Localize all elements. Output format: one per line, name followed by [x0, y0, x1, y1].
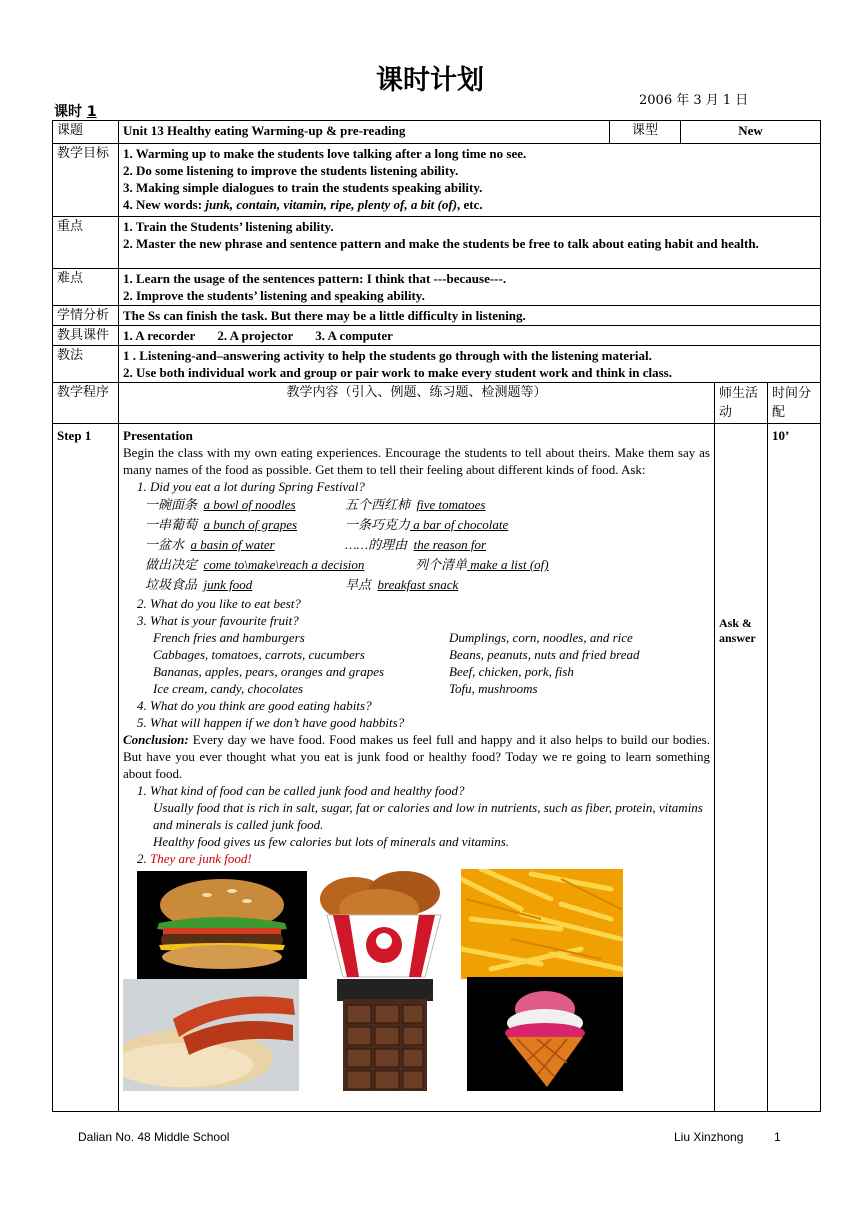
sausage-pancake-image	[123, 979, 299, 1091]
row-tools	[53, 326, 821, 346]
difficult-label: 难点	[53, 269, 119, 306]
new-words-list: junk, contain, vitamin, ripe, plenty of, a bit (of)	[205, 197, 458, 212]
tools-label: 教具课件	[53, 326, 119, 346]
vocab-en: five tomatoes	[416, 497, 486, 512]
vocab-en: breakfast snack	[377, 577, 459, 592]
question-5: 5. What will happen if we don’t have good habbits?	[137, 715, 405, 730]
type-value: New	[681, 121, 821, 144]
vocab-row	[123, 555, 710, 575]
goal-item: 3. Making simple dialogues to train the students speaking ability.	[123, 180, 483, 195]
vocab-en: a basin of water	[190, 537, 275, 552]
goal-item: 2. Do some listening to improve the students listening ability.	[123, 163, 459, 178]
tools-content	[119, 326, 821, 346]
vocab-zh: 五个西红柿	[345, 497, 411, 512]
vocab-en: make a list (of)	[467, 557, 549, 572]
conclusion-q2-num: 2.	[137, 851, 150, 866]
ice-cream-cone-image	[467, 977, 623, 1091]
row-step1	[53, 424, 821, 1112]
junk-food-pictures	[123, 869, 710, 1091]
topic-value: Unit 13 Healthy eating Warming-up & pre-reading	[119, 121, 610, 144]
row-goals	[53, 144, 821, 217]
lesson-plan-table	[52, 120, 821, 1112]
analysis-value: The Ss can finish the task. But there may be a little difficulty in listening.	[119, 306, 821, 326]
food-item: Beans, peanuts, nuts and fried bread	[449, 647, 640, 662]
conclusion-q1: 1. What kind of food can be called junk food and healthy food?	[137, 783, 465, 798]
vocab-en: junk food	[203, 577, 253, 592]
hamburger-image	[137, 871, 307, 979]
conclusion-q1-answer-a: Usually food that is rich in salt, sugar, fat or calories and low in nutrients, such as fiber, protein, vitamins and minerals is called junk food.	[153, 800, 703, 832]
goal-item: 1. Warming up to make the students love talking after a long time no see.	[123, 146, 527, 161]
vocab-zh: 垃圾食品	[145, 577, 198, 592]
vocab-zh: 一条巧克力	[345, 517, 411, 532]
vocab-zh: 做出决定	[145, 557, 198, 572]
footer-page-number: 1	[774, 1130, 781, 1144]
food-row	[123, 646, 710, 663]
vocab-row	[123, 495, 710, 515]
activity-head: 师生活动	[715, 383, 768, 424]
period-label-text: 课时	[54, 104, 82, 120]
step1-content	[119, 424, 715, 1112]
vocab-row	[123, 515, 710, 535]
vocab-zh: 一盆水	[145, 537, 185, 552]
row-method	[53, 346, 821, 383]
chocolate-bar-image	[299, 979, 465, 1091]
tool-item: 3. A computer	[315, 328, 393, 343]
vocab-list	[123, 495, 710, 595]
row-key	[53, 217, 821, 269]
question-1: 1. Did you eat a lot during Spring Festival?	[137, 479, 365, 494]
vocab-en: a bunch of grapes	[203, 517, 298, 532]
food-item: Cabbages, tomatoes, carrots, cucumbers	[153, 647, 365, 662]
new-words-suffix: , etc.	[457, 197, 483, 212]
time-head: 时间分配	[768, 383, 821, 424]
footer-school: Dalian No. 48 Middle School	[78, 1130, 230, 1144]
key-content	[119, 217, 821, 269]
lesson-date: 2006 年 3 月 1 日	[639, 93, 749, 108]
row-analysis	[53, 306, 821, 326]
vocab-zh: 列个清单	[415, 557, 468, 572]
method-content	[119, 346, 821, 383]
step1-label: Step 1	[53, 424, 119, 1112]
key-item: 2. Master the new phrase and sentence pattern and make the students be free to talk about eating habit and health.	[123, 236, 759, 251]
conclusion-q2	[123, 850, 710, 867]
vocab-zh: ……的理由	[345, 537, 408, 552]
vocab-zh: 早点	[345, 577, 372, 592]
procedure-content-head: 教学内容（引入、例题、练习题、检测题等）	[119, 383, 715, 424]
row-topic	[53, 121, 821, 144]
vocab-zh: 一碗面条	[145, 497, 198, 512]
food-row	[123, 629, 710, 646]
vocab-en: a bowl of noodles	[203, 497, 296, 512]
conclusion	[123, 731, 710, 782]
step1-activity: Ask & answer	[715, 424, 768, 1112]
food-row	[123, 680, 710, 697]
procedure-label: 教学程序	[53, 383, 119, 424]
difficult-item: 1. Learn the usage of the sentences pattern: I think that ---because---.	[123, 271, 507, 286]
vocab-en: the reason for	[413, 537, 487, 552]
step1-heading: Presentation	[123, 428, 193, 443]
difficult-content	[119, 269, 821, 306]
period-label	[54, 101, 97, 121]
step1-time: 10’	[768, 424, 821, 1112]
tool-item: 2. A projector	[217, 328, 294, 343]
food-item: Bananas, apples, pears, oranges and grapes	[153, 664, 385, 679]
conclusion-q2-text: They are junk food!	[150, 851, 252, 866]
topic-label: 课题	[53, 121, 119, 144]
conclusion-text: Every day we have food. Food makes us feel full and happy and it also helps to build our bodies. But have you ever thought what you eat is junk food or healthy food? Today we re going to learn something about food.	[123, 732, 710, 781]
food-item: Tofu, mushrooms	[449, 681, 538, 696]
vocab-row	[123, 535, 710, 555]
tool-item: 1. A recorder	[123, 328, 196, 343]
conclusion-label: Conclusion:	[123, 732, 189, 747]
goals-label: 教学目标	[53, 144, 119, 217]
method-label: 教法	[53, 346, 119, 383]
french-fries-image	[461, 869, 623, 979]
key-label: 重点	[53, 217, 119, 269]
vocab-row	[123, 575, 710, 595]
conclusion-q1-answer-b: Healthy food gives us few calories but lots of minerals and vitamins.	[153, 834, 510, 849]
footer-author: Liu Xinzhong	[674, 1130, 744, 1144]
food-list	[123, 629, 710, 697]
food-item: French fries and hamburgers	[153, 630, 305, 645]
goal-item-new-words	[123, 196, 816, 213]
key-item: 1. Train the Students’ listening ability.	[123, 219, 334, 234]
page-title: 课时计划	[376, 65, 484, 96]
question-2: 2. What do you like to eat best?	[137, 596, 301, 611]
question-3: 3. What is your favourite fruit?	[137, 613, 299, 628]
goals-content	[119, 144, 821, 217]
vocab-en: a bar of chocolate	[410, 517, 509, 532]
row-difficult	[53, 269, 821, 306]
step1-intro: Begin the class with my own eating experiences. Encourage the students to tell about theirs. Make them say as many names of the food as possible. Get them to tell their feeling about different kinds of food. Ask:	[123, 445, 710, 477]
method-item: 1 . Listening-and–answering activity to help the students go through with the listening material.	[123, 348, 652, 363]
difficult-item: 2. Improve the students’ listening and speaking ability.	[123, 288, 425, 303]
food-row	[123, 663, 710, 680]
row-procedure-head	[53, 383, 821, 424]
analysis-label: 学情分析	[53, 306, 119, 326]
type-label: 课型	[610, 121, 681, 144]
new-words-prefix: 4. New words:	[123, 197, 206, 212]
food-item: Beef, chicken, pork, fish	[449, 664, 574, 679]
fried-chicken-bucket-image	[309, 869, 459, 979]
vocab-zh: 一串葡萄	[145, 517, 198, 532]
food-item: Dumplings, corn, noodles, and rice	[449, 630, 633, 645]
food-item: Ice cream, candy, chocolates	[153, 681, 304, 696]
vocab-en: come to\make\reach a decision	[203, 557, 365, 572]
method-item: 2. Use both individual work and group or pair work to make every student work and think in class.	[123, 365, 672, 380]
period-number: 1	[86, 104, 97, 120]
question-4: 4. What do you think are good eating habits?	[137, 698, 372, 713]
